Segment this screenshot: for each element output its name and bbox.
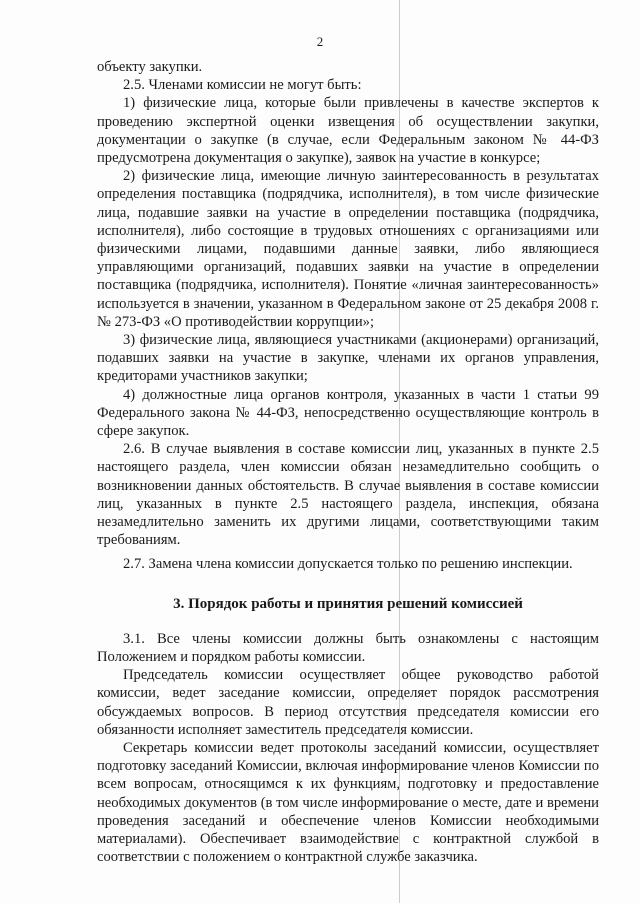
paragraph: объекту закупки.: [97, 59, 203, 75]
section-heading: 3. Порядок работы и принятия решений комиссией: [173, 595, 523, 612]
list-item: 1) физические лица, которые были привлечены в качестве экспертов к проведению экспертной оценки извещения об осуществлении закупки, документации о закупке (в случае, если Федеральным законом № 44-ФЗ предусмотрена документация о закупке), заявок на участие в конкурсе;: [97, 95, 599, 167]
document-body: [97, 58, 599, 866]
page-number: 2: [316, 34, 324, 49]
list-item: 4) должностные лица органов контроля, указанных в части 1 статьи 99 Федерального закона № 44-ФЗ, непосредственно осуществляющие контроль в сфере закупок.: [97, 386, 599, 440]
list-item: 2) физические лица, имеющие личную заинтересованность в результатах определения поставщика (подрядчика, исполнителя), в том числе физические лица, подавшие заявки на участие в определении поставщика (подрядчика, исполнителя), либо состоящие в трудовых отношениях с организациями или физическими лицами, подавшими данные заявки, либо являющиеся управляющими организаций, подавших заявки на участие в определении поставщика (подрядчика, исполнителя). Понятие «личная заинтересованность» используется в значении, указанном в Федеральном законе от 25 декабря 2008 г. № 273-ФЗ «О противодействии коррупции»;: [97, 168, 599, 330]
paragraph: 2.7. Замена члена комиссии допускается только по решению инспекции.: [123, 556, 573, 573]
paragraph: 2.6. В случае выявления в составе комиссии лиц, указанных в пункте 2.5 настоящего раздела, член комиссии обязан незамедлительно сообщить о возникновении данных обстоятельств. В случае выявления в составе комиссии лиц, указанных в пункте 2.5 настоящего раздела, инспекция, обязана незамедлительно заменить их другими лицами, соответствующими таким требованиям.: [97, 441, 599, 549]
paragraph: Председатель комиссии осуществляет общее руководство работой комиссии, ведет заседание комиссии, определяет порядок рассмотрения обсуждаемых вопросов. В период отсутствия председателя комиссии его обязанности исполняет заместитель председателя комиссии.: [97, 667, 599, 738]
paragraph: Секретарь комиссии ведет протоколы заседаний комиссии, осуществляет подготовку заседаний Комиссии, включая информирование членов Комиссии по всем вопросам, относящимся к их функциям, подготовку и предоставление необходимых документов (в том числе информирование о месте, дате и времени проведения заседаний и обеспечение членов Комиссии необходимыми материалами). Обеспечивает взаимодействие с контрактной службой в соответствии с положением о контрактной службе заказчика.: [97, 739, 599, 866]
paragraph: 3.1. Все члены комиссии должны быть ознакомлены с настоящим Положением и порядком работы комиссии.: [97, 630, 599, 665]
paragraph: 2.5. Членами комиссии не могут быть:: [123, 77, 362, 94]
list-item: 3) физические лица, являющиеся участниками (акционерами) организаций, подавших заявки на участие в закупке, членами их органов управления, кредиторами участников закупки;: [97, 332, 599, 385]
